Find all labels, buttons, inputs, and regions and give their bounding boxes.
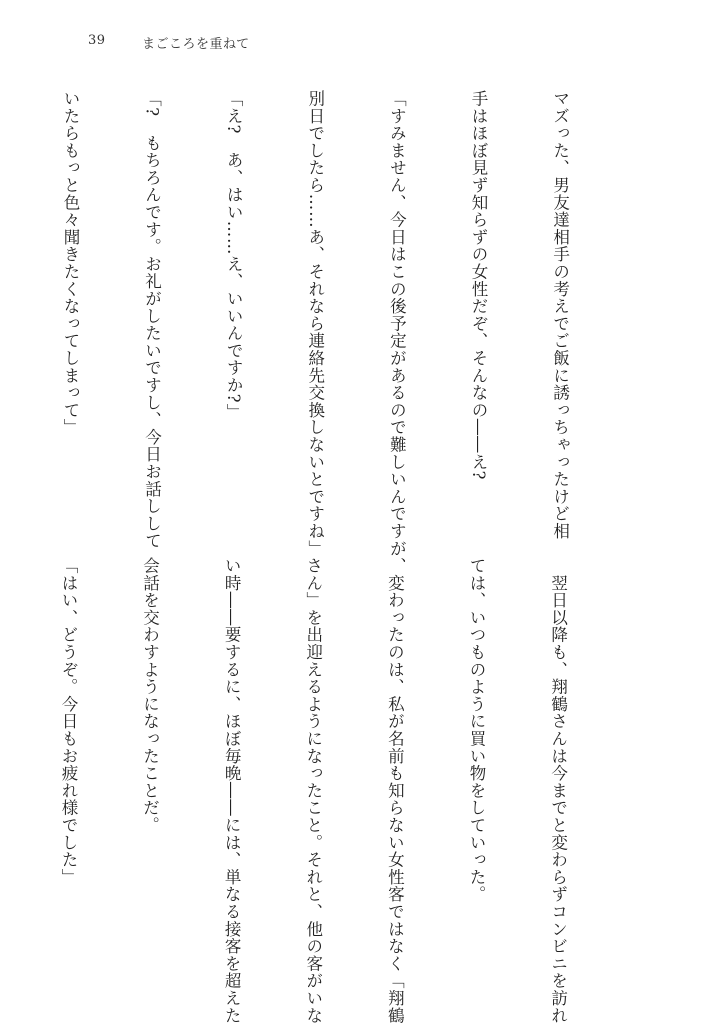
text-line: 変わったのは、私が名前も知らない女性客ではなく「翔鶴 bbox=[385, 557, 405, 1024]
bottom-text-block bbox=[0, 557, 626, 1024]
running-title: まごころを重ねて bbox=[142, 37, 250, 52]
text-line: さん」を出迎えるようになったこと。それと、他の客がいな bbox=[303, 557, 323, 1024]
page-number: 39 bbox=[88, 33, 106, 48]
text-line: 「? もちろんです。お礼がしたいですし、今日お話しして bbox=[142, 90, 162, 550]
text-line bbox=[0, 90, 2, 510]
text-line: マズった、男友達相手の考えでご飯に誘っちゃったけど相 bbox=[550, 90, 570, 540]
text-line: い時――要するに、ほぼ毎晩――には、単なる接客を超えた bbox=[222, 557, 242, 1024]
text-line: 「はい、どうぞ。今日もお疲れ様でした」 bbox=[58, 557, 78, 886]
text-line: 会話を交わすようになったことだ。 bbox=[140, 557, 160, 834]
text-line: 翌日以降も、翔鶴さんは今までと変わらずコンビニを訪れ bbox=[548, 557, 568, 1024]
text-line: 別日でしたら……あ、それなら連絡先交換しないとですね」 bbox=[305, 90, 325, 558]
text-line: 手はほぼ見ず知らずの女性だぞ、そんなの――え? bbox=[468, 90, 488, 481]
top-text-block bbox=[0, 90, 628, 575]
text-line: 「え? あ、はい……え、いいんですか?」 bbox=[224, 90, 244, 421]
text-line: ては、いつものように買い物をしていった。 bbox=[466, 557, 486, 903]
text-line: いたらもっと色々聞きたくなってしまって」 bbox=[60, 90, 80, 436]
text-line: 「すみません、今日はこの後予定があるので難しいんですが、 bbox=[387, 90, 407, 575]
